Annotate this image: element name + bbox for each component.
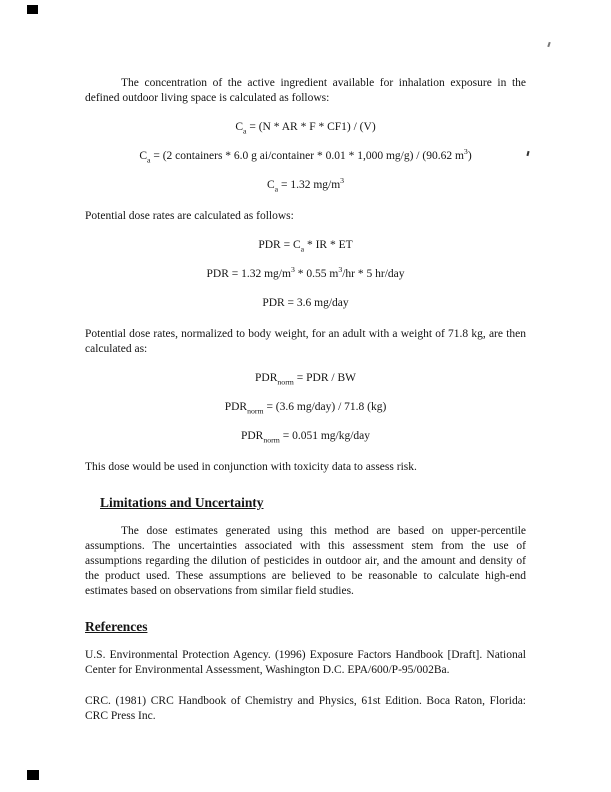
- scan-artifact-top-left: [27, 5, 38, 14]
- pdr-intro-paragraph: Potential dose rates are calculated as follows:: [85, 210, 294, 222]
- references-heading: References: [85, 619, 148, 634]
- limitations-paragraph: The dose estimates generated using this method are based on upper-percentile assumptions. The uncertainties associated with this assessment stem from the use of assumptions regarding the dilution of pesticides in outdoor air, and the amount and density of the product used. These assumptions are believed to be reasonable to calculate high-end estimates based on observations from similar field studies.: [85, 525, 526, 597]
- intro-paragraph: The concentration of the active ingredient available for inhalation exposure in the defined outdoor living space is calculated as follows:: [85, 77, 526, 104]
- equation-pdr-substitution: PDR = 1.32 $mg/m^3 * 0.55$ $m^3/hr * 5$ hr/day: [206, 265, 405, 280]
- equation-pdr-result: PDR = 3.6 mg/day: [262, 297, 349, 309]
- equation-ca-result: $C_a = 1.32$ $mg/m^3$: [266, 176, 345, 194]
- dose-note-paragraph: This dose would be used in conjunction with toxicity data to assess risk.: [85, 461, 417, 473]
- equation-ca-formula: $C_a = (N$ * AR * F * CF1) / (V): [235, 121, 376, 136]
- equation-pdr-formula: PDR = $C_a$ * IR * ET: [258, 239, 353, 254]
- normalized-intro-paragraph: Potential dose rates, normalized to body weight, for an adult with a weight of 71.8 kg, are then calculated as:: [85, 328, 526, 355]
- equation-pdrnorm-formula: $PDR_{norm}$ = PDR / BW: [255, 372, 356, 387]
- concentration-equations: [85, 120, 526, 193]
- normalized-equations: [85, 371, 526, 444]
- limitations-heading: Limitations and Uncertainty: [100, 495, 264, 510]
- equation-pdrnorm-substitution: $PDR_{norm} = (3.6$ mg/day) / 71.8 (kg): [224, 401, 387, 416]
- equation-ca-substitution: $C_a = (2$ containers * 6.0 g ai/container * 0.01 * 1,000 mg/g) / (90.62 $m^3$): [139, 147, 472, 165]
- pdr-equations: [85, 238, 526, 311]
- reference-epa: U.S. Environmental Protection Agency. (1996) Exposure Factors Handbook [Draft]. National Center for Environmental Assessment, Washington D.C. EPA/600/P-95/002Ba.: [85, 649, 526, 676]
- equation-pdrnorm-result: $PDR_{norm} = 0.051$ mg/kg/day: [240, 430, 371, 445]
- reference-crc: CRC. (1981) CRC Handbook of Chemistry and Physics, 61st Edition. Boca Raton, Florida: CRC Press Inc.: [85, 695, 526, 722]
- scan-artifact-bottom-left: [27, 770, 39, 780]
